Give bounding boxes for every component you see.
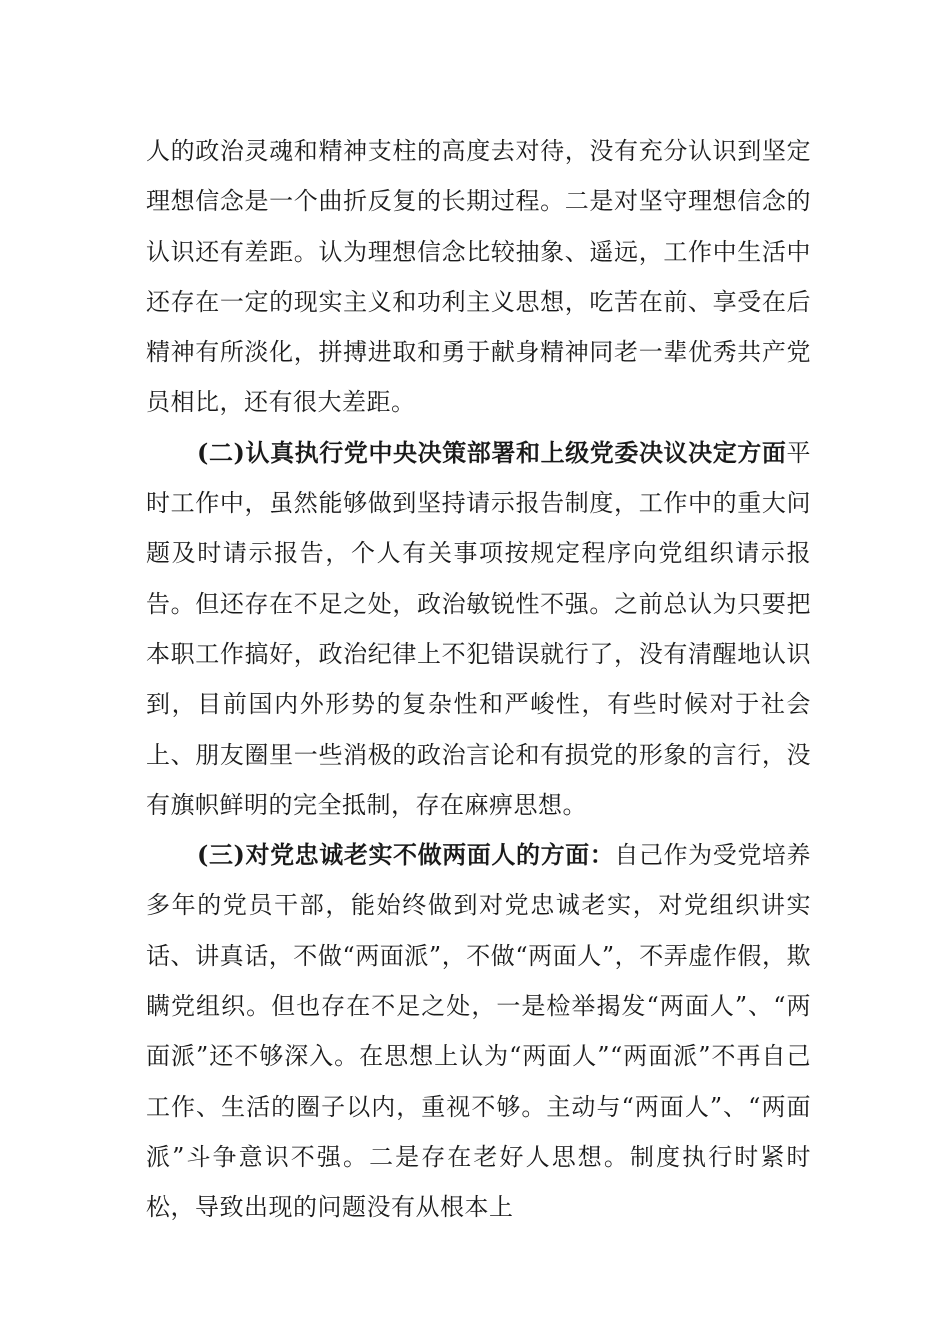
paragraph-1 xyxy=(146,126,811,428)
document-body xyxy=(146,126,811,1233)
paragraph-3-text: 自己作为受党培养多年的党员干部，能始终做到对党忠诚老实，对党组织讲实话、讲真话，不做“两面派”，不做“两面人”，不弄虚作假，欺瞒党组织。但也存在不足之处，一是检举揭发“两面人”、“两面派”还不够深入。在思想上认为“两面人”“两面派”不再自己工作、生活的圈子以内，重视不够。主动与“两面人”、“两面派”斗争意识不强。二是存在老好人思想。制度执行时紧时松，导致出现的问题没有从根本上 xyxy=(146,841,811,1222)
paragraph-2-text: 平时工作中，虽然能够做到坚持请示报告制度，工作中的重大问题及时请示报告，个人有关事项按规定程序向党组织请示报告。但还存在不足之处，政治敏锐性不强。之前总认为只要把本职工作搞好，政治纪律上不犯错误就行了，没有清醒地认识到，目前国内外形势的复杂性和严峻性，有些时候对于社会上、朋友圈里一些消极的政治言论和有损党的形象的言行，没有旗帜鲜明的完全抵制，存在麻痹思想。 xyxy=(146,438,811,819)
paragraph-1-text: 人的政治灵魂和精神支柱的高度去对待，没有充分认识到坚定理想信念是一个曲折反复的长期过程。二是对坚守理想信念的认识还有差距。认为理想信念比较抽象、遥远，工作中生活中还存在一定的现实主义和功利主义思想，吃苦在前、享受在后精神有所淡化，拼搏进取和勇于献身精神同老一辈优秀共产党员相比，还有很大差距。 xyxy=(146,137,811,417)
paragraph-3 xyxy=(146,830,811,1232)
paragraph-2 xyxy=(146,428,811,830)
section-heading-2: (二)认真执行党中央决策部署和上级党委决议决定方面 xyxy=(197,437,787,467)
section-heading-3: (三)对党忠诚老实不做两面人的方面： xyxy=(197,840,615,870)
